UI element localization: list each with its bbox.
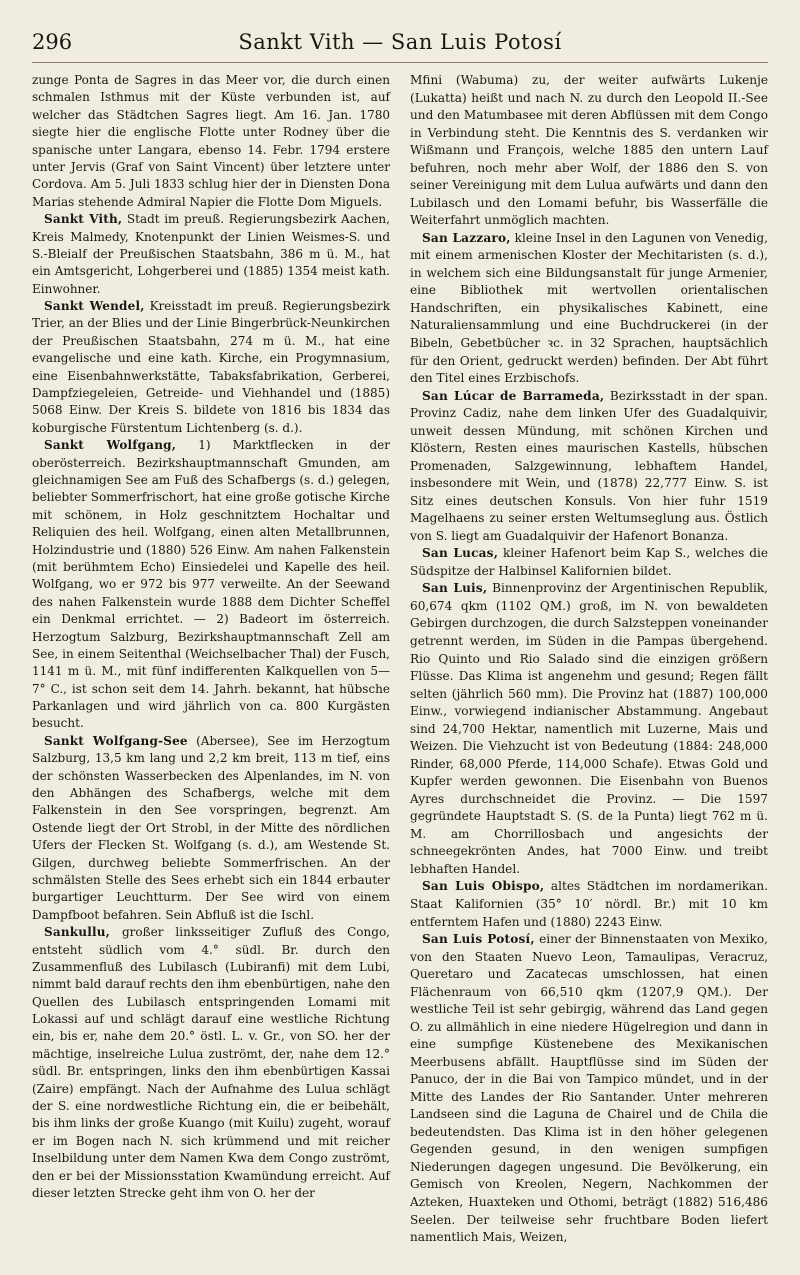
entry-text: kleiner Hafenort beim Kap S., welches die Südspitze der Halbinsel Kalifornien bildet. (410, 546, 768, 578)
entry (32, 72, 390, 211)
entry-text: altes Städtchen im nordamerikan. Staat Kalifornien (35° 10′ nördl. Br.) mit 10 km entferntem Hafen und (1880) 2243 Einw. (410, 879, 768, 929)
entry (32, 211, 390, 298)
entry (410, 931, 768, 1247)
entry (410, 388, 768, 546)
entry (410, 580, 768, 878)
entry (410, 545, 768, 580)
entry-headword: San Luis Potosí, (422, 932, 535, 947)
entry (32, 733, 390, 924)
entry (32, 924, 390, 1202)
entry-headword: San Lúcar de Barrameda, (422, 388, 605, 403)
entry (410, 230, 768, 388)
running-title: Sankt Vith — San Luis Potosí (238, 30, 562, 54)
entry-text: 1) Marktflecken in der oberösterreich. Bezirkshauptmannschaft Gmunden, am gleichnamigen See am Fuß des Schafbergs (s. d.) gelegen, beliebter Sommerfrischort, hat eine große gotische Kirche mit schönem, in Holz geschnitztem Hochaltar und Reliquien des heil. Wolfgang, einen alten Metallbrunnen, Holzindustrie und (1880) 526 Einw. Am nahen Falkenstein (mit berühmtem Echo) Einsiedelei und Kapelle des heil. Wolfgang, wo er 972 bis 977 verweilte. An der Seewand des nahen Falkenstein wurde 1888 dem Dichter Scheffel ein Denkmal errichtet. — 2) Badeort im österreich. Herzogtum Salzburg, Bezirkshauptmannschaft Zell am See, in einem Seitenthal (Weichselbacher Thal) der Fusch, 1141 m ü. M., mit fünf indifferenten Kalkquellen von 5—7° C., ist schon seit dem 14. Jahrh. bekannt, hat hübsche Parkanlagen und wird jährlich von ca. 800 Kurgästen besucht. (32, 438, 390, 731)
entry-text: Bezirksstadt in der span. Provinz Cadiz, nahe dem linken Ufer des Guadalquivir, unweit dessen Mündung, mit schönen Kirchen und Klöstern, Resten eines maurischen Kastells, hübschen Promenaden, Salzgewinnung, lebhaftem Handel, insbesondere mit Wein, und (1878) 22,777 Einw. S. ist Sitz eines deutschen Konsuls. Von hier fuhr 1519 Magelhaens zu seiner ersten Weltumseglung aus. Östlich von S. liegt am Guadalquivir der Hafenort Bonanza. (410, 388, 768, 543)
entry-text: Binnenprovinz der Argentinischen Republik, 60,674 qkm (1102 QM.) groß, im N. von bewaldeten Gebirgen durchzogen, die durch Salzsteppen voneinander getrennt werden, im Süden in die Pampas übergehend. Rio Quinto und Rio Salado sind die einzigen größern Flüsse. Das Klima ist angenehm und gesund; Regen fällt selten (jährlich 560 mm). Die Provinz hat (1887) 100,000 Einw., vorwiegend indianischer Abstammung. Angebaut sind 24,700 Hektar, namentlich mit Luzerne, Mais und Weizen. Die Viehzucht ist von Bedeutung (1884: 248,000 Rinder, 68,000 Pferde, 114,000 Schafe). Etwas Gold und Kupfer werden gewonnen. Die Eisenbahn von Buenos Ayres durchschneidet die Provinz. — Die 1597 gegründete Hauptstadt S. (S. de la Punta) liegt 762 m ü. M. am Chorrillosbach und angesichts der schneegekrönten Andes, hat 7000 Einw. und treibt lebhaften Handel. (410, 581, 768, 876)
entry-headword: Sankullu, (44, 925, 111, 940)
entry-text: (Abersee), See im Herzogtum Salzburg, 13,5 km lang und 2,2 km breit, 113 m tief, eins der schönsten Wasserbecken des Alpenlandes, im N. von den Abhängen des Schafbergs, welche mit dem Falkenstein in den See vorspringen, begrenzt. Am Ostende liegt der Ort Strobl, in der Mitte des nördlichen Ufers der Flecken St. Wolfgang (s. d.), am Westende St. Gilgen, durchweg beliebte Sommerfrischen. An der schmälsten Stelle des Sees erhebt sich ein 1844 erbauter burgartiger Leuchtturm. Der See wird von einem Dampfboot befahren. Sein Abfluß ist die Ischl. (32, 733, 390, 922)
entry-text: Kreisstadt im preuß. Regierungsbezirk Trier, an der Blies und der Linie Bingerbrück-Neunkirchen der Preußischen Staatsbahn, 274 m ü. M., hat eine evangelische und eine kath. Kirche, ein Progymnasium, eine Eisenbahnwerkstätte, Tabaksfabrikation, Gerberei, Dampfziegeleien, Getreide- und Viehhandel und (1885) 5068 Einw. Der Kreis S. bildete von 1816 bis 1834 das koburgische Fürstentum Lichtenberg (s. d.). (32, 299, 390, 435)
left-column (32, 72, 390, 1202)
entry-headword: Sankt Vith, (44, 212, 123, 227)
entry-headword: Sankt Wendel, (44, 299, 145, 314)
entry (32, 437, 390, 733)
entry (32, 298, 390, 437)
page-number: 296 (32, 30, 73, 54)
entry-text: Mfini (Wabuma) zu, der weiter aufwärts Lukenje (Lukatta) heißt und nach N. zu durch den Leopold II.-See und den Matumbasee mit deren Abflüssen mit dem Congo in Verbindung steht. Die Kenntnis des S. verdanken wir Wißmann und François, welche 1885 den untern Lauf befuhren, noch mehr aber Wolf, der 1886 den S. von seiner Vereinigung mit dem Lulua aufwärts und dann den Lubilasch und den Lomami befuhr, bis Wasserfälle die Weiterfahrt unmöglich machten. (410, 73, 768, 228)
entry-text: kleine Insel in den Lagunen von Venedig, mit einem armenischen Kloster der Mechitaristen (s. d.), in welchem sich eine Bildungsanstalt für junge Armenier, eine Bibliothek mit wertvollen orientalischen Handschriften, ein physikalisches Kabinett, eine Naturaliensammlung und eine Buchdruckerei (in der Bibeln, Gebetbücher ꝛc. in 32 Sprachen, hauptsächlich für den Orient, gedruckt werden) befinden. Der Abt führt den Titel eines Erzbischofs. (410, 230, 768, 386)
entry-headword: San Luis, (422, 581, 488, 596)
right-column (410, 72, 768, 1247)
entry-headword: San Lucas, (422, 546, 499, 561)
entry-text: einer der Binnenstaaten von Mexiko, von den Staaten Nuevo Leon, Tamaulipas, Veracruz, Queretaro und Zacatecas umschlossen, hat einen Flächenraum von 66,510 qkm (1207,9 QM.). Der westliche Teil ist sehr gebirgig, während das Land gegen O. zu allmählich in eine niedere Hügelregion und dann in eine sumpfige Küstenebene des Mexikanischen Meerbusens abfällt. Hauptflüsse sind im Süden der Panuco, der in die Bai von Tampico mündet, und in der Mitte des Landes der Rio Santander. Unter mehreren Landseen sind die Laguna de Chairel und de Chila die bedeutendsten. Das Klima ist in den höher gelegenen Gegenden gesund, in den wenigen sumpfigen Niederungen dagegen ungesund. Die Bevölkerung, ein Gemisch von Kreolen, Negern, Nachkommen der Azteken, Huaxteken und Othomi, beträgt (1882) 516,486 Seelen. Der teilweise sehr fruchtbare Boden liefert namentlich Mais, Weizen, (410, 932, 768, 1245)
entry (410, 878, 768, 931)
entry-headword: San Lazzaro, (422, 230, 511, 245)
entry-headword: San Luis Obispo, (422, 879, 545, 894)
entry-headword: Sankt Wolfgang, (44, 438, 177, 453)
entry-text: großer linksseitiger Zufluß des Congo, entsteht südlich vom 4.° südl. Br. durch den Zusammenfluß des Lubilasch (Lubiranfi) mit dem Lubi, nimmt bald darauf rechts den ihm ebenbürtigen, nahe den Quellen des Lubilasch entspringenden Lomami mit Lokassi auf und schlägt darauf eine westliche Richtung ein, bis er, nahe dem 20.° östl. L. v. Gr., von SO. her der mächtige, inselreiche Lulua zuströmt, der, nahe dem 12.° südl. Br. entspringen, links den ihm ebenbürtigen Kassai (Zaire) empfängt. Nach der Aufnahme des Lulua schlägt der S. eine nordwestliche Richtung ein, die er beibehält, bis ihm links der große Kuango (mit Kuilu) zugeht, worauf er im Bogen nach N. sich krümmend und mit reicher Inselbildung unter dem Namen Kwa dem Congo zuströmt, den er bei der Missionsstation Kwamündung erreicht. Auf dieser letzten Strecke geht ihm von O. her der (32, 925, 390, 1200)
entry-text: Stadt im preuß. Regierungsbezirk Aachen, Kreis Malmedy, Knotenpunkt der Linien Weismes-S. und S.-Bleialf der Preußischen Staatsbahn, 386 m ü. M., hat ein Amtsgericht, Lohgerberei und (1885) 1354 meist kath. Einwohner. (32, 212, 390, 296)
page-header (32, 28, 768, 63)
entry-text: zunge Ponta de Sagres in das Meer vor, die durch einen schmalen Isthmus mit der Küste verbunden ist, auf welcher das Städtchen Sagres liegt. Am 16. Jan. 1780 siegte hier die englische Flotte unter Rodney über die spanische unter Langara, ebenso 14. Febr. 1794 erstere unter Jervis (Graf von Saint Vincent) über letztere unter Cordova. Am 5. Juli 1833 schlug hier der in Diensten Dona Marias stehende Admiral Napier die Flotte Dom Miguels. (32, 73, 390, 209)
entry (410, 72, 768, 230)
entry-headword: Sankt Wolfgang-See (44, 733, 188, 748)
